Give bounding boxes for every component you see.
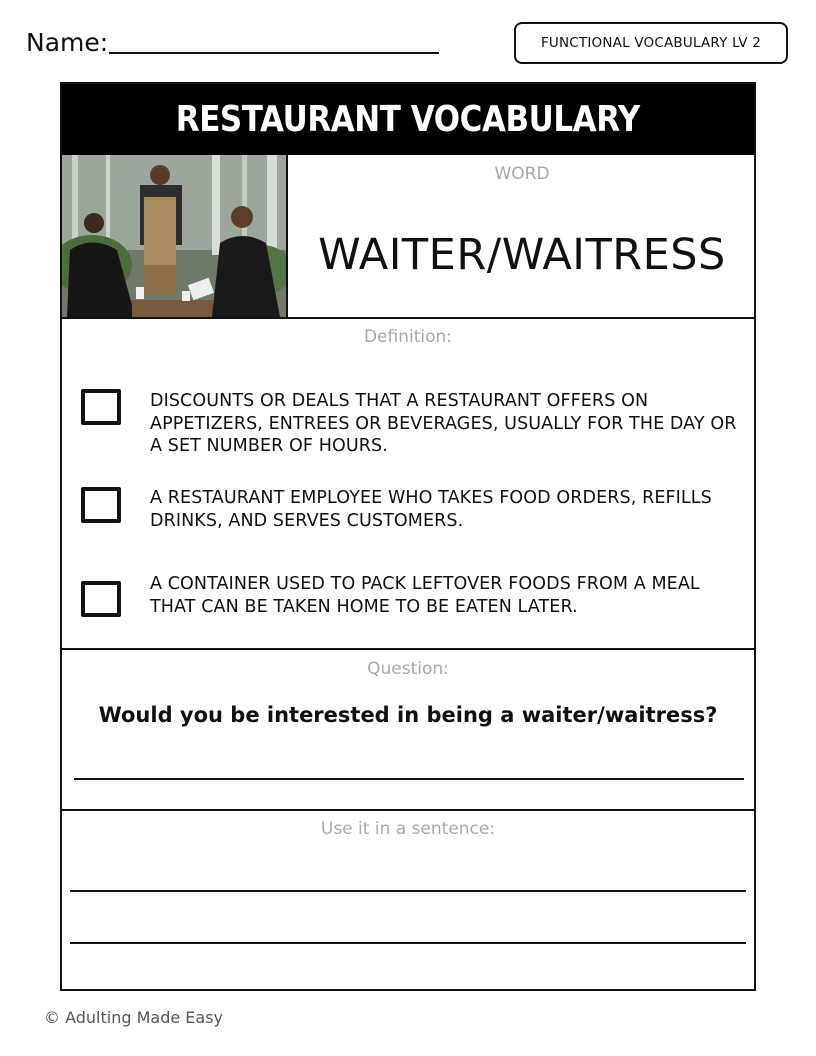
option-checkbox[interactable] [81, 487, 121, 523]
question-answer-line[interactable] [74, 778, 744, 780]
vocabulary-card [60, 82, 756, 991]
card-title: RESTAURANT VOCABULARY [175, 99, 641, 140]
question-text: Would you be interested in being a waiter/waitress? [98, 703, 718, 727]
option-text: A RESTAURANT EMPLOYEE WHO TAKES FOOD ORDERS, REFILLS DRINKS, AND SERVES CUSTOMERS. [150, 488, 712, 531]
divider [62, 648, 754, 650]
divider [62, 809, 754, 811]
level-badge: FUNCTIONAL VOCABULARY LV 2 [514, 22, 788, 64]
option-checkbox[interactable] [81, 389, 121, 425]
sentence-answer-line-1[interactable] [70, 890, 746, 892]
option-text: DISCOUNTS OR DEALS THAT A RESTAURANT OFFERS ON APPETIZERS, ENTREES OR BEVERAGES, USUALLY FOR THE DAY OR A SET NUMBER OF HOURS. [150, 391, 737, 456]
waiter-photo [62, 155, 288, 317]
option-checkbox[interactable] [81, 581, 121, 617]
copyright-footer: © Adulting Made Easy [44, 1008, 224, 1027]
name-label: Name: [26, 28, 109, 57]
sentence-label: Use it in a sentence: [320, 819, 496, 839]
name-write-line[interactable] [109, 52, 439, 54]
word-label: WORD [494, 164, 550, 184]
question-label: Question: [367, 659, 449, 679]
card-title-bar [62, 84, 754, 155]
vocabulary-word: WAITER/WAITRESS [318, 230, 726, 280]
divider [62, 317, 754, 319]
definition-label: Definition: [363, 327, 453, 347]
sentence-answer-line-2[interactable] [70, 942, 746, 944]
option-text: A CONTAINER USED TO PACK LEFTOVER FOODS FROM A MEAL THAT CAN BE TAKEN HOME TO BE EATEN LATER. [150, 574, 700, 617]
